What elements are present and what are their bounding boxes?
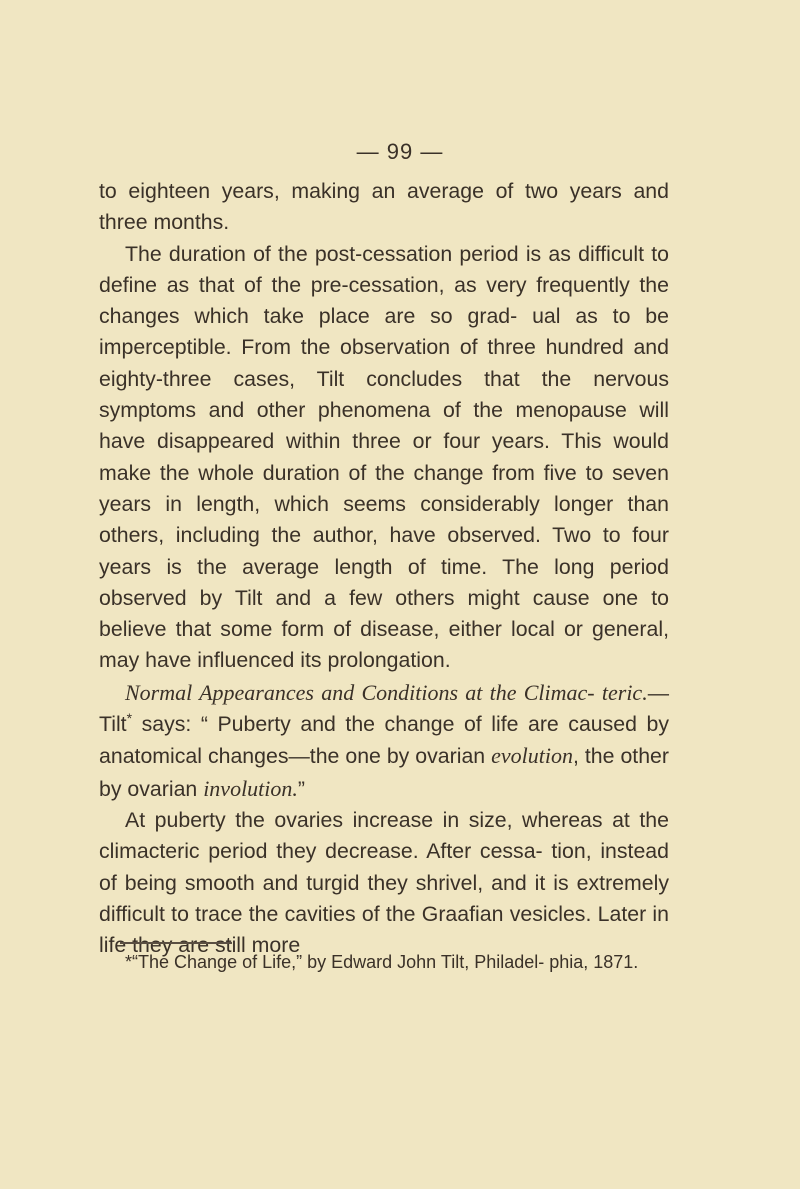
quote-middle: , the other by ovarian xyxy=(99,744,669,801)
footnote-marker: * xyxy=(125,952,133,972)
paragraph-post-cessation: The duration of the post-cessation period is as difficult to define as that of the pre-cessation, as very frequently the changes which take place are so grad- ual as to be imperceptible. From the observation of three hundred and eighty-three cases, Tilt concludes that the nervous symptoms and other phenomena of the menopause will have disappeared within three or four years. This would make the whole duration of the change from five to seven years in length, which seems considerably longer than others, including the author, have observed. Two to four years is the average length of time. The long period observed by Tilt and a few others might cause one to believe that some form of disease, either local or general, may have influenced its prolongation. xyxy=(99,241,669,673)
quote-start: says: “ Puberty and the change of life are caused by anatomical changes—the one by ovarian xyxy=(99,712,669,769)
quote-close: ” xyxy=(297,776,305,801)
term-involution: involution. xyxy=(203,775,298,801)
paragraph-continuation: to eighteen years, making an average of two years and three months. xyxy=(99,179,669,235)
term-evolution: evolution xyxy=(491,743,573,769)
section-heading: Normal Appearances and Conditions at the Climac- teric. xyxy=(125,679,648,705)
footnote xyxy=(99,950,669,975)
paragraph-puberty: At puberty the ovaries increase in size, whereas at the climacteric period they decrease. After cessa- tion, instead of being smooth and turgid they shrivel, and it is extremely difficult to trace the cavities of the Graafian vesicles. Later in life they are still more xyxy=(99,807,669,958)
page-number: — 99 — xyxy=(356,139,444,164)
footnote-reference: * xyxy=(126,709,133,726)
heading-dash-tilt: —Tilt xyxy=(99,680,669,737)
paragraph-normal-appearances xyxy=(99,677,669,805)
footnote-text: “The Change of Life,” by Edward John Tilt, Philadel- phia, 1871. xyxy=(132,952,639,972)
body-text xyxy=(99,176,669,961)
footnote-divider xyxy=(120,942,232,944)
